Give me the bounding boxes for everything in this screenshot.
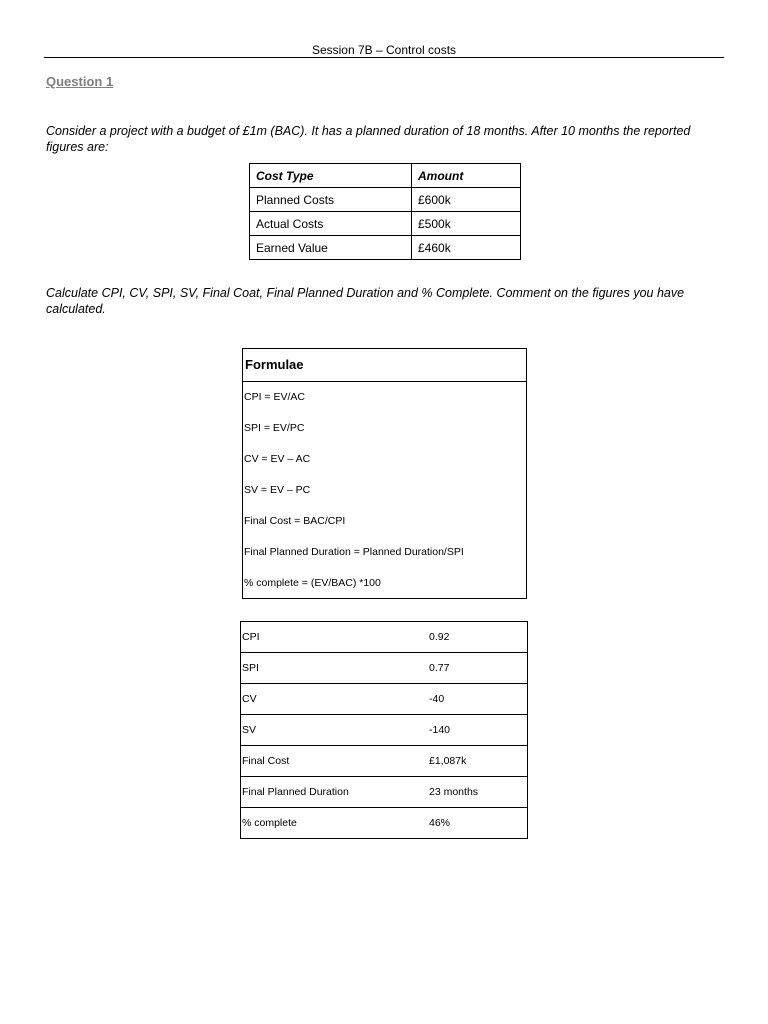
- formulae-box: [242, 348, 527, 599]
- column-header-cost-type: Cost Type: [250, 164, 412, 188]
- table-header-row: [250, 164, 521, 188]
- cost-type-cell: Planned Costs: [250, 188, 412, 212]
- formula-line: CPI = EV/AC: [244, 391, 305, 403]
- metric-value: 46%: [428, 808, 528, 839]
- formula-line: Final Cost = BAC/CPI: [244, 515, 346, 527]
- table-row: [241, 746, 528, 777]
- table-row: [241, 684, 528, 715]
- table-row: [241, 622, 528, 653]
- metric-value: -140: [428, 715, 528, 746]
- cost-table: [249, 163, 521, 260]
- amount-cell: £500k: [412, 212, 521, 236]
- question-instruction: Calculate CPI, CV, SPI, SV, Final Coat, Final Planned Duration and % Complete. Comment on the figures you have calculated.: [46, 286, 685, 316]
- metric-label: Final Cost: [241, 746, 429, 777]
- formulae-title: Formulae: [243, 349, 526, 382]
- amount-cell: £600k: [412, 188, 521, 212]
- metric-value: 0.77: [428, 653, 528, 684]
- metric-label: Final Planned Duration: [241, 777, 429, 808]
- formula-line: SPI = EV/PC: [244, 422, 305, 434]
- table-row: [241, 715, 528, 746]
- table-row: [250, 236, 521, 260]
- cost-type-cell: Actual Costs: [250, 212, 412, 236]
- formula-line: % complete = (EV/BAC) *100: [244, 577, 381, 589]
- metric-label: SV: [241, 715, 429, 746]
- table-row: [250, 212, 521, 236]
- metric-label: CPI: [241, 622, 429, 653]
- metric-value: 23 months: [428, 777, 528, 808]
- metric-value: 0.92: [428, 622, 528, 653]
- metric-value: £1,087k: [428, 746, 528, 777]
- header-divider: [44, 57, 724, 58]
- formula-line: SV = EV – PC: [244, 484, 311, 496]
- metric-label: CV: [241, 684, 429, 715]
- question-intro: Consider a project with a budget of £1m (BAC). It has a planned duration of 18 months. After 10 months the reported figures are:: [46, 124, 691, 154]
- table-row: [250, 188, 521, 212]
- formula-line: CV = EV – AC: [244, 453, 311, 465]
- metric-label: SPI: [241, 653, 429, 684]
- results-table: [240, 621, 528, 839]
- page-header-title: Session 7B – Control costs: [311, 43, 457, 57]
- amount-cell: £460k: [412, 236, 521, 260]
- question-heading: Question 1: [46, 74, 114, 89]
- table-row: [241, 653, 528, 684]
- table-row: [241, 808, 528, 839]
- metric-label: % complete: [241, 808, 429, 839]
- cost-type-cell: Earned Value: [250, 236, 412, 260]
- metric-value: -40: [428, 684, 528, 715]
- column-header-amount: Amount: [412, 164, 521, 188]
- table-row: [241, 777, 528, 808]
- formula-line: Final Planned Duration = Planned Duration/SPI: [244, 546, 464, 558]
